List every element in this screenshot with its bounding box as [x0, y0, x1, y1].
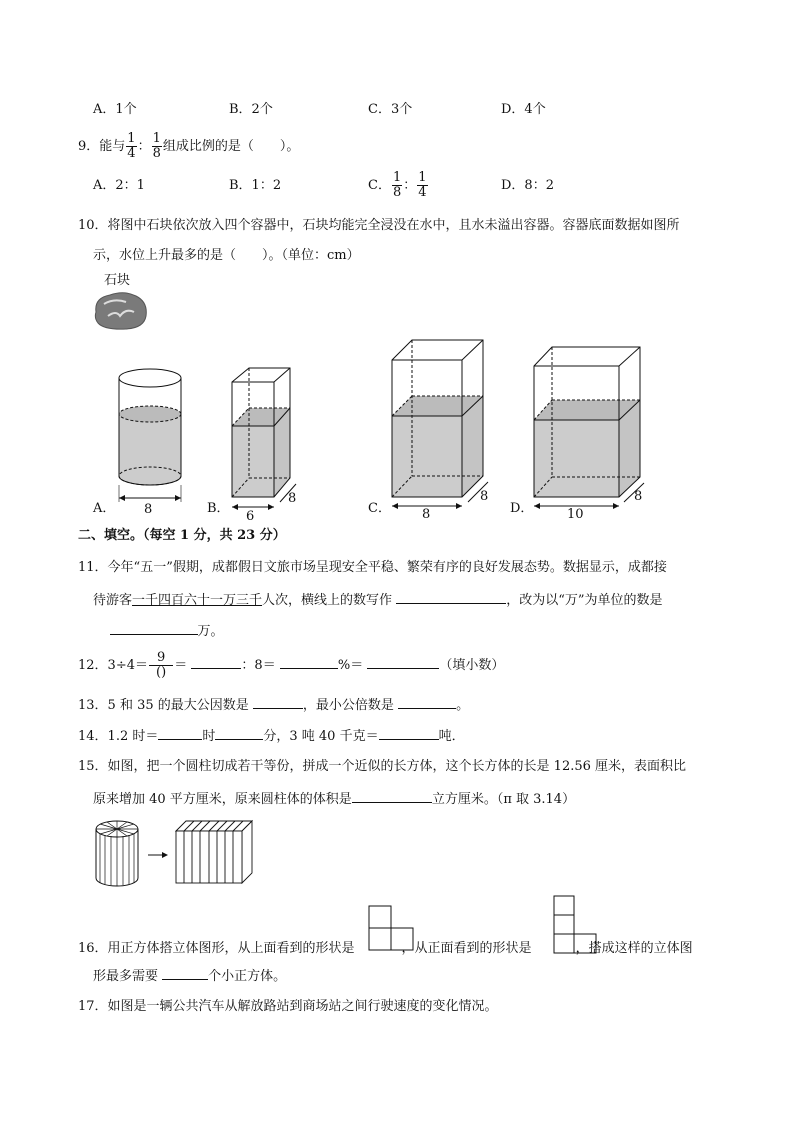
q15-blank[interactable]	[352, 789, 432, 803]
q17-question: 17．如图是一辆公共汽车从解放路站到商场站之间行驶速度的变化情况。	[78, 999, 498, 1014]
q9-fraction-b: $\frac{1}{8}$	[152, 131, 161, 161]
q11-line-2: 待游客一千四百六十一万三千人次，横线上的数写作 ，改为以“万”为单位的数是	[93, 590, 662, 610]
section-2-title: 二、填空。（每空 1 分，共 23 分）	[78, 528, 286, 543]
q11-line-1: 11．今年“五一”假期，成都假日文旅市场呈现安全平稳、繁荣有序的良好发展态势。数据显示，成都接	[78, 560, 667, 575]
q14-blank-1[interactable]	[158, 726, 202, 740]
q10-line-1: 10．将图中石块依次放入四个容器中，石块均能完全浸没在水中，且水未溢出容器。容器底面数据如图所	[78, 218, 680, 233]
container-c-depth: 8	[480, 489, 489, 504]
q8-option-d: D．4个	[501, 102, 546, 117]
q16-line-1: 16．用正方体搭立体图形，从上面看到的形状是 ，从正面看到的形状是 ，搭成这样的立体图	[78, 941, 693, 956]
container-d-width: 10	[567, 507, 584, 522]
q12-blank-2[interactable]	[280, 655, 338, 669]
container-b-width: 6	[246, 509, 255, 524]
q9-option-b: B．1：2	[229, 178, 282, 193]
container-c-box	[384, 332, 494, 522]
container-b-label: B．	[207, 501, 230, 516]
q13-blank-2[interactable]	[398, 695, 456, 709]
container-c-label: C．	[368, 501, 391, 516]
q9-fraction-a: $\frac{1}{4}$	[127, 131, 136, 161]
q13-blank-1[interactable]	[253, 695, 303, 709]
container-a-width: 8	[144, 502, 153, 517]
q14-question: 14．1.2 时＝ 时 分，3 吨 40 千克＝ 吨．	[78, 726, 465, 746]
container-b-depth: 8	[288, 491, 297, 506]
q16-blank[interactable]	[162, 966, 208, 980]
container-b-box	[224, 364, 304, 524]
q12-question: 12．3÷4＝ $\frac{9}{()}$ ＝ ：8＝ %＝ （填小数）	[78, 650, 505, 680]
container-c-width: 8	[422, 507, 431, 522]
q11-blank-1[interactable]	[396, 590, 506, 604]
q15-line-2: 原来增加 40 平方厘米，原来圆柱体的体积是 立方厘米。（π 取 3.14）	[93, 789, 575, 809]
q9-question: 9．能与 $\frac{1}{4}$ ： $\frac{1}{8}$ 组成比例的是（ ）。	[78, 131, 300, 161]
q8-option-b: B．2个	[229, 102, 273, 117]
q9-option-a: A．2：1	[93, 178, 145, 193]
cylinder-to-cuboid-figure	[92, 815, 272, 891]
q12-blank-1[interactable]	[191, 655, 241, 669]
q10-line-2: 示，水位上升最多的是（ ）。（单位：cm）	[93, 248, 360, 263]
q15-line-1: 15．如图，把一个圆柱切成若干等份，拼成一个近似的长方体，这个长方体的长是 12.56 厘米，表面积比	[78, 759, 687, 774]
container-a-label: A．	[93, 501, 116, 516]
q14-blank-2[interactable]	[215, 726, 263, 740]
q11-line-3: 万。	[93, 621, 224, 641]
q12-blank-3[interactable]	[367, 655, 439, 669]
q8-option-a: A．1个	[93, 102, 137, 117]
q8-option-c: C．3个	[368, 102, 413, 117]
q11-blank-2[interactable]	[110, 621, 198, 635]
container-d-label: D．	[510, 501, 534, 516]
q16-line-2: 形最多需要 个小正方体。	[93, 966, 286, 986]
stone-icon	[90, 290, 150, 332]
stone-label: 石块	[104, 273, 131, 288]
q9-option-c: C． $\frac{1}{8}$ ： $\frac{1}{4}$	[368, 170, 427, 200]
container-d-depth: 8	[634, 489, 643, 504]
q9-option-d: D．8：2	[501, 178, 554, 193]
q12-fraction: $\frac{9}{()}$	[149, 651, 173, 680]
container-d-box	[526, 340, 656, 522]
container-a-cylinder	[110, 360, 190, 520]
q14-blank-3[interactable]	[379, 726, 439, 740]
q13-question: 13．5 和 35 的最大公因数是 ，最小公倍数是 。	[78, 695, 469, 715]
